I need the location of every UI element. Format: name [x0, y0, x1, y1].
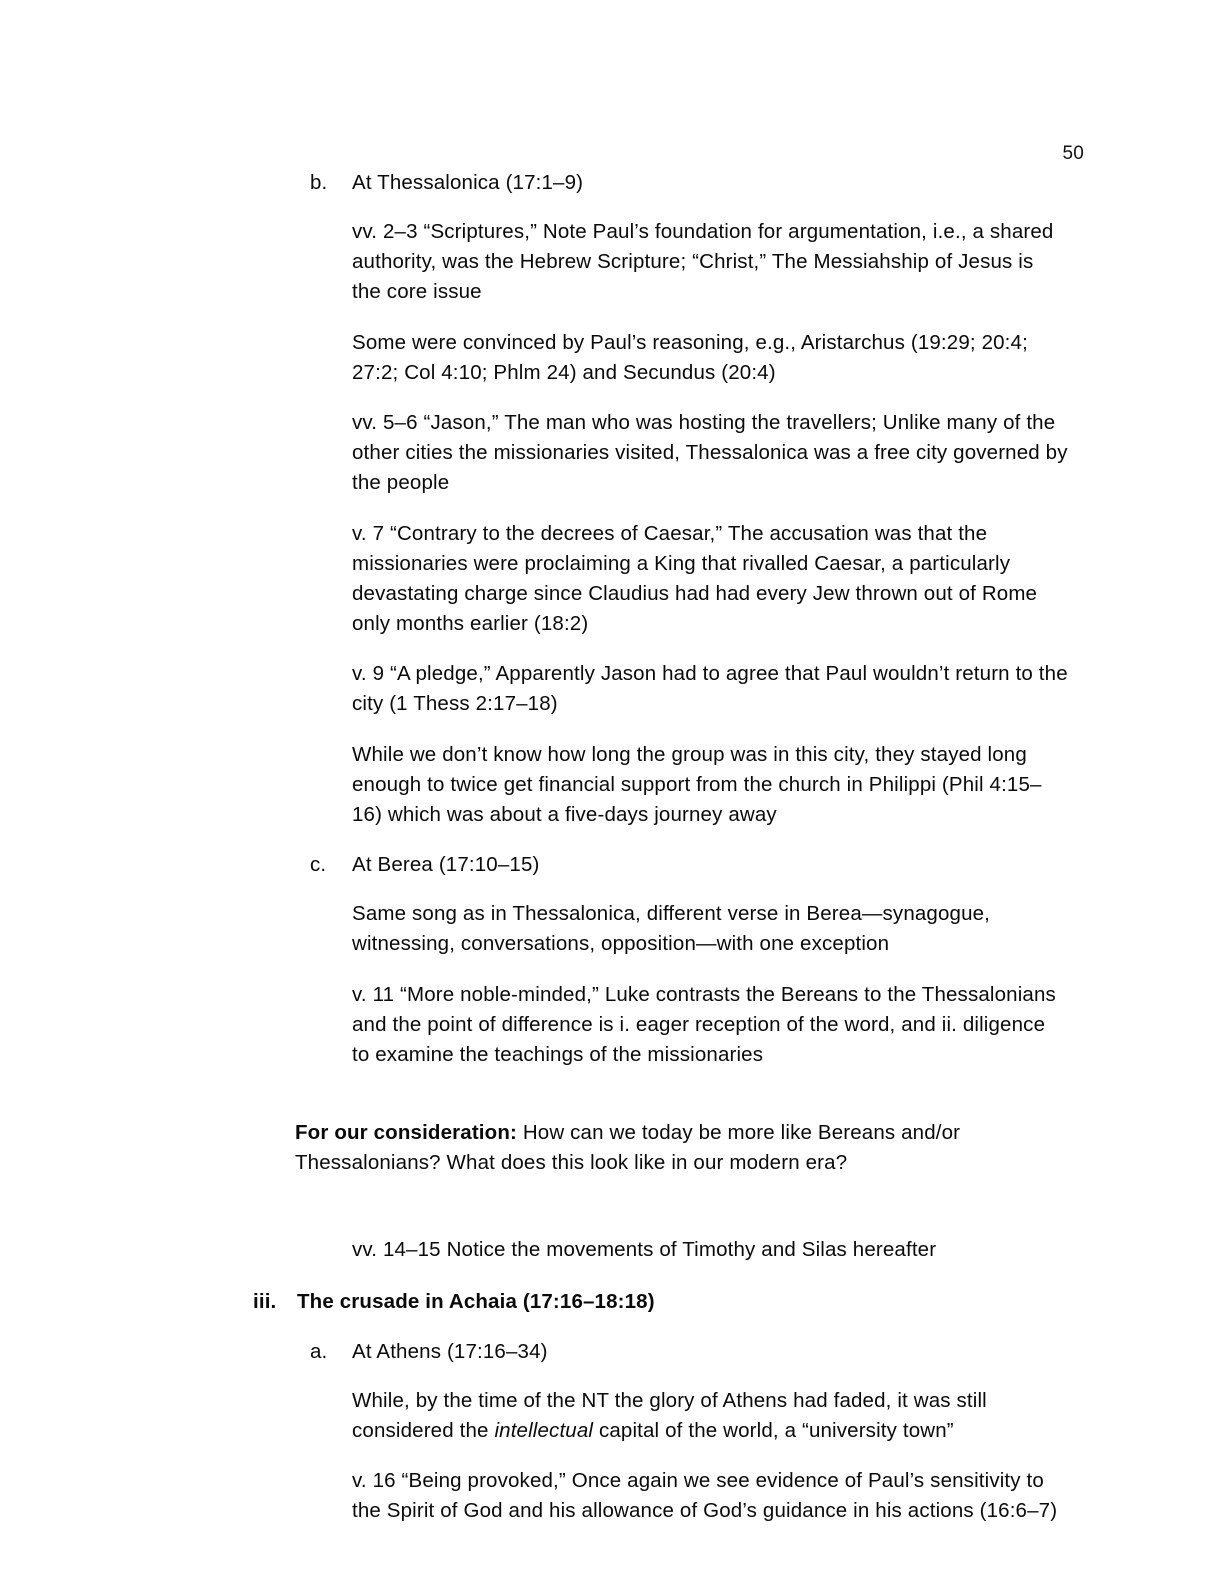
heading-berea: At Berea (17:10–15) — [352, 853, 540, 876]
heading-achaia: The crusade in Achaia (17:16–18:18) — [297, 1289, 655, 1313]
list-item-achaia — [253, 1287, 1068, 1317]
paragraph-berea-1: Same song as in Thessalonica, different verse in Berea—synagogue, witnessing, conversations, opposition—with one exception — [352, 902, 991, 955]
list-marker-b: b. — [310, 171, 328, 194]
paragraph-athens-2: v. 16 “Being provoked,” Once again we see evidence of Paul’s sensitivity to the Spirit of God and his allowance of God’s guidance in his actions (16:6–7) — [352, 1469, 1058, 1522]
paragraph-thessalonica-2: Some were convinced by Paul’s reasoning, e.g., Aristarchus (19:29; 20:4; 27:2; Col 4:10; Phlm 24) and Secundus (20:4) — [352, 330, 1028, 384]
list-item-berea — [310, 850, 1068, 880]
consideration-text: How can we today be more like Bereans and/or Thessalonians? What does this look like in our modern era? — [295, 1120, 961, 1174]
list-marker-c: c. — [310, 853, 327, 876]
paragraph-thessalonica-5: v. 9 “A pledge,” Apparently Jason had to agree that Paul wouldn’t return to the city (1 Thess 2:17–18) — [352, 662, 1068, 715]
athens-text-pre: While, by the time of the NT the glory of Athens had faded, it was still considered the — [352, 1388, 987, 1442]
consideration-block — [295, 1118, 1068, 1178]
athens-text-post: capital of the world, a “university town” — [593, 1418, 954, 1442]
paragraph-timothy-note: vv. 14–15 Notice the movements of Timothy and Silas hereafter — [352, 1237, 937, 1261]
document-content — [253, 168, 1068, 1547]
list-item-thessalonica — [310, 168, 1068, 198]
athens-emphasis-intellectual: intellectual — [494, 1418, 594, 1442]
page-number: 50 — [1062, 143, 1084, 164]
paragraph-thessalonica-6: While we don’t know how long the group was in this city, they stayed long enough to twice get financial support from the church in Philippi (Phil 4:15–16) which was about a five-days journey away — [352, 742, 1042, 826]
list-marker-a: a. — [310, 1339, 328, 1363]
heading-athens: At Athens (17:16–34) — [352, 1339, 548, 1363]
paragraph-thessalonica-4: v. 7 “Contrary to the decrees of Caesar,” The accusation was that the missionaries were proclaiming a King that rivalled Caesar, a particularly devastating charge since Claudius had had every Jew thrown out of Rome only months earlier (18:2) — [352, 521, 1038, 635]
list-item-athens — [310, 1337, 1068, 1367]
list-marker-iii: iii. — [253, 1289, 277, 1313]
paragraph-berea-2: v. 11 “More noble-minded,” Luke contrasts the Bereans to the Thessalonians and the point of difference is i. eager reception of the word, and ii. diligence to examine the teachings of the missionaries — [352, 982, 1056, 1066]
paragraph-thessalonica-3: vv. 5–6 “Jason,” The man who was hosting the travellers; Unlike many of the other cities the missionaries visited, Thessalonica was a free city governed by the people — [352, 411, 1068, 494]
paragraph-athens-1 — [352, 1386, 1068, 1446]
paragraph-thessalonica-1: vv. 2–3 “Scriptures,” Note Paul’s foundation for argumentation, i.e., a shared authority, was the Hebrew Scripture; “Christ,” The Messiahship of Jesus is the core issue — [352, 220, 1054, 303]
heading-thessalonica: At Thessalonica (17:1–9) — [352, 171, 584, 194]
consideration-label: For our consideration: — [295, 1120, 517, 1144]
